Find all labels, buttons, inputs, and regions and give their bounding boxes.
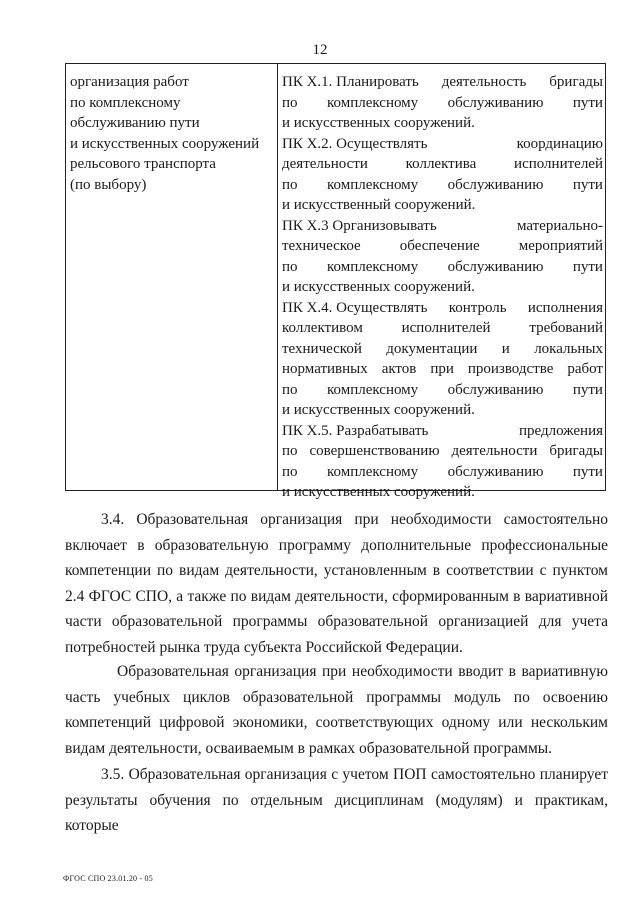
paragraph-3-4: 3.4. Образовательная организация при необходимости самостоятельно включает в образовательную программу дополнительные профессиональные компетенции по видам деятельности, установленным в соответствии с пунктом 2.4 ФГОС СПО, а также по видам деятельности, сформированным в вариативной части образовательной программы образовательной организацией для учета потребностей рынка труда субъекта Российской Федерации. [65, 511, 608, 656]
competency-word: обслуживанию [447, 381, 544, 398]
competency-table [65, 63, 606, 500]
competency-line [282, 216, 603, 237]
table-column-divider [277, 64, 278, 490]
competency-line [282, 298, 603, 319]
competency-word: нормативных [282, 361, 368, 377]
competency-word: пути [572, 463, 603, 480]
competency-word: производстве [467, 361, 554, 377]
competency-word: при [430, 361, 454, 377]
competency-line [282, 93, 603, 114]
activity-type-line: рельсового транспорта [70, 156, 216, 172]
competency-word: документации [386, 340, 478, 357]
competency-line [282, 380, 603, 401]
competency-line [282, 72, 603, 93]
competency-line: и искусственных сооружений. [282, 279, 475, 295]
competency-word: актов [381, 361, 417, 377]
competency-word: комплексному [326, 94, 419, 111]
competency-word: по [282, 94, 298, 111]
competency-word: пути [572, 381, 603, 398]
competency-item [282, 216, 603, 298]
document-footer-code: ФГОС СПО 23.01.20 - 05 [63, 874, 153, 883]
competency-word: и [501, 340, 510, 357]
competency-word: координацию [516, 135, 603, 152]
activity-type-line: организация работ [70, 74, 189, 90]
competency-word: пути [572, 258, 603, 275]
competency-line [282, 154, 603, 175]
competency-word: обслуживанию [447, 258, 544, 275]
competency-word: контроль [448, 299, 507, 316]
competency-word: ПК Х.2. Осуществлять [282, 135, 428, 152]
competency-word: предложения [518, 422, 603, 439]
competency-word: комплексному [326, 176, 419, 193]
paragraph-digital-economy: Образовательная организация при необходимости вводит в вариативную часть учебных циклов образовательной программы модуль по освоению компетенций цифровой экономики, соответствующих одному или нескольким видам деятельности, осваиваемым в рамках образовательной программы. [65, 663, 608, 757]
competency-word: пути [572, 176, 603, 193]
activity-type-line: обслуживанию пути [70, 115, 200, 131]
competency-word: обеспечение [399, 238, 480, 254]
activity-type-line: и искусственных сооружений [70, 135, 260, 152]
competency-word: по [282, 176, 298, 193]
activity-type-cell [70, 72, 270, 195]
competency-word: материально- [516, 217, 603, 234]
competency-line: и искусственных сооружений. [282, 115, 475, 131]
competency-word: деятельности [451, 443, 538, 459]
competency-item [282, 421, 603, 503]
competency-line: и искусственных сооружений. [282, 402, 475, 418]
competency-word: бригады [549, 443, 603, 459]
competency-word: бригады [549, 74, 603, 90]
competency-word: коллектива [405, 156, 477, 172]
competency-word: по [282, 381, 298, 398]
page-number: 12 [312, 42, 328, 58]
competency-word: исполнителей [401, 320, 491, 336]
competency-word: работ [567, 361, 603, 377]
competency-word: обслуживанию [447, 94, 544, 111]
competency-word: исполнителей [514, 156, 603, 172]
competency-line [282, 339, 603, 360]
competency-word: исполнения [527, 299, 603, 316]
competency-word: по [282, 443, 298, 459]
competency-word: ПК Х.5. Разрабатывать [282, 422, 429, 439]
competency-item [282, 134, 603, 216]
competency-word: ПК Х.4. Осуществлять [282, 299, 428, 316]
competency-line [282, 257, 603, 278]
competency-line [282, 421, 603, 442]
competency-line [282, 134, 603, 155]
competency-word: коллективом [282, 320, 363, 336]
activity-type-line: (по выбору) [70, 176, 147, 193]
competency-word: по [282, 463, 298, 480]
competency-word: ПК Х.1. Планировать [282, 74, 419, 90]
competency-word: ПК Х.3 Организовывать [282, 217, 437, 234]
competency-word: деятельность [441, 74, 527, 90]
competency-line [282, 236, 603, 257]
paragraph-3-5: 3.5. Образовательная организация с учетом ПОП самостоятельно планирует результаты обучения по отдельным дисциплинам (модулям) и практикам, которые [65, 766, 608, 834]
competency-word: комплексному [326, 381, 419, 398]
competency-word: по [282, 258, 298, 275]
competency-line [282, 318, 603, 339]
competency-line: и искусственный сооружений. [282, 197, 476, 213]
competency-word: комплексному [326, 258, 419, 275]
activity-type-line: по комплексному [70, 94, 181, 111]
competency-line [282, 462, 603, 483]
competency-item [282, 72, 603, 134]
competency-line: и искусственных сооружений. [282, 484, 475, 500]
competency-line [282, 359, 603, 380]
competency-word: обслуживанию [447, 176, 544, 193]
competency-word: пути [572, 94, 603, 111]
competency-word: техническое [282, 238, 361, 254]
competency-word: комплексному [326, 463, 419, 480]
competency-line [282, 441, 603, 462]
competencies-cell [282, 72, 603, 503]
competency-word: технической [282, 340, 362, 357]
competency-word: требований [529, 320, 603, 336]
competency-word: совершенствованию [309, 443, 440, 459]
competency-word: мероприятий [518, 238, 603, 254]
competency-word: деятельности [282, 156, 368, 172]
competency-line [282, 175, 603, 196]
competency-item [282, 298, 603, 421]
competency-word: локальных [534, 340, 603, 357]
competency-word: обслуживанию [447, 463, 544, 480]
